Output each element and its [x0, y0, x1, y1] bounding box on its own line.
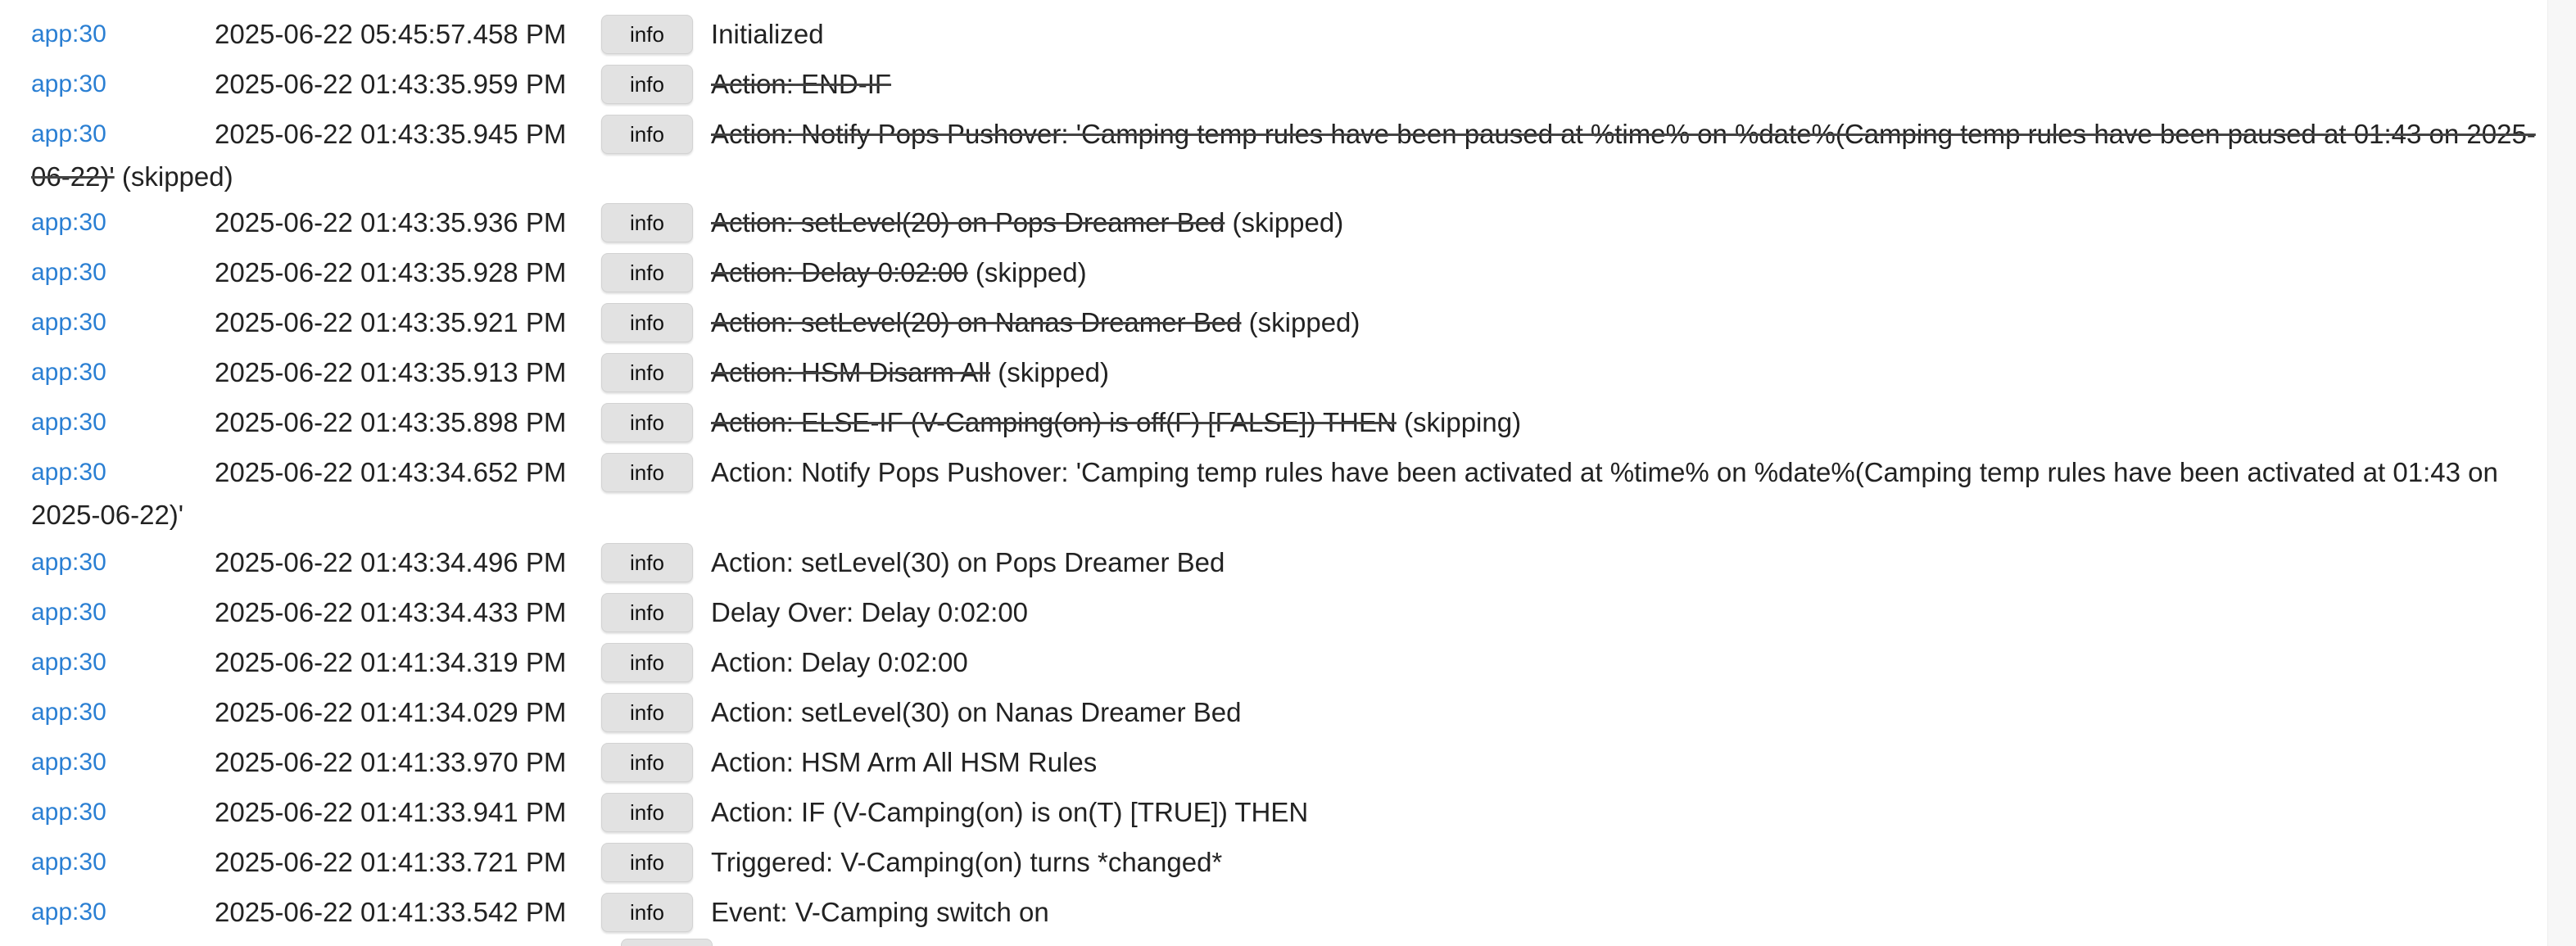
- level-badge[interactable]: info: [601, 15, 693, 54]
- log-timestamp: 2025-06-22 01:43:34.652 PM: [215, 457, 567, 487]
- log-status: (skipped): [975, 257, 1087, 287]
- log-timestamp: 2025-06-22 01:43:35.959 PM: [215, 69, 567, 99]
- log-entry: [31, 841, 2547, 884]
- log-status: (skipping): [1404, 407, 1522, 437]
- log-status: (skipped): [121, 161, 233, 192]
- level-badge[interactable]: info: [601, 593, 693, 632]
- app-link[interactable]: app:30: [31, 359, 106, 386]
- log-timestamp: 2025-06-22 01:41:33.542 PM: [215, 897, 567, 927]
- log-entry: [31, 641, 2547, 684]
- log-message: Action: IF (V-Camping(on) is on(T) [TRUE]) THEN: [711, 797, 1309, 827]
- app-link[interactable]: app:30: [31, 309, 106, 336]
- level-badge[interactable]: info: [601, 353, 693, 392]
- log-status: (skipped): [1232, 207, 1344, 238]
- app-link[interactable]: app:30: [31, 749, 106, 776]
- log-timestamp: 2025-06-22 05:45:57.458 PM: [215, 19, 567, 49]
- log-timestamp: 2025-06-22 01:43:35.898 PM: [215, 407, 567, 437]
- app-link[interactable]: app:30: [31, 799, 106, 826]
- log-message: Delay Over: Delay 0:02:00: [711, 597, 1029, 627]
- level-badge[interactable]: info: [601, 643, 693, 682]
- level-badge[interactable]: info: [601, 793, 693, 832]
- log-message: Event: V-Camping switch on: [711, 897, 1049, 927]
- log-message: Initialized: [711, 19, 824, 49]
- log-message: Action: Notify Pops Pushover: 'Camping temp rules have been paused at %time% on %date%(Camping temp rules have been paused at 01:43 on 2025-06-22)': [31, 119, 2536, 192]
- log-entry: [31, 591, 2547, 634]
- level-badge[interactable]: info: [601, 303, 693, 342]
- app-link[interactable]: app:30: [31, 209, 106, 236]
- app-link[interactable]: app:30: [31, 20, 106, 48]
- level-badge[interactable]: info: [601, 893, 693, 932]
- log-message: Action: Delay 0:02:00: [711, 647, 968, 677]
- app-link[interactable]: app:30: [31, 849, 106, 876]
- log-timestamp: 2025-06-22 01:43:35.945 PM: [215, 119, 567, 149]
- log-timestamp: 2025-06-22 01:41:34.319 PM: [215, 647, 567, 677]
- log-timestamp: 2025-06-22 01:41:33.970 PM: [215, 747, 567, 777]
- log-entry: [31, 741, 2547, 784]
- log-entry: [31, 351, 2547, 394]
- level-badge[interactable]: info: [601, 743, 693, 782]
- log-entry: [31, 113, 2547, 198]
- log-entry: [31, 791, 2547, 834]
- app-link[interactable]: app:30: [31, 898, 106, 926]
- log-entry: [31, 63, 2547, 106]
- log-entry: [31, 13, 2547, 56]
- app-link[interactable]: app:30: [31, 70, 106, 97]
- log-message: Action: Delay 0:02:00: [711, 257, 968, 287]
- log-timestamp: 2025-06-22 01:43:35.921 PM: [215, 307, 567, 337]
- level-badge[interactable]: info: [601, 403, 693, 442]
- log-status: (skipped): [998, 357, 1109, 387]
- log-entry: [31, 401, 2547, 444]
- log-timestamp: 2025-06-22 01:41:33.941 PM: [215, 797, 567, 827]
- log-message: Action: setLevel(20) on Nanas Dreamer Bed: [711, 307, 1242, 337]
- log-entry: [31, 541, 2547, 584]
- level-badge[interactable]: info: [601, 843, 693, 882]
- level-badge[interactable]: info: [601, 543, 693, 582]
- level-badge[interactable]: info: [601, 253, 693, 292]
- app-link[interactable]: app:30: [31, 649, 106, 676]
- app-link[interactable]: app:30: [31, 549, 106, 576]
- log-timestamp: 2025-06-22 01:41:33.721 PM: [215, 847, 567, 877]
- app-link[interactable]: app:30: [31, 699, 106, 726]
- level-badge[interactable]: info: [601, 115, 693, 154]
- log-message: Action: ELSE-IF (V-Camping(on) is off(F) [FALSE]) THEN: [711, 407, 1397, 437]
- log-entry: [31, 891, 2547, 934]
- log-entry: [31, 251, 2547, 294]
- log-message: Action: HSM Arm All HSM Rules: [711, 747, 1098, 777]
- scrollbar[interactable]: [2547, 0, 2576, 946]
- app-link[interactable]: app:30: [31, 259, 106, 286]
- log-message: Action: END-IF: [711, 69, 892, 99]
- log-timestamp: 2025-06-22 01:43:35.928 PM: [215, 257, 567, 287]
- log-message: Action: Notify Pops Pushover: 'Camping temp rules have been activated at %time% on %date%(Camping temp rules have been activated at 01:43 on 2025-06-22)': [31, 457, 2498, 530]
- app-link[interactable]: app:30: [31, 459, 106, 486]
- level-badge[interactable]: info: [601, 203, 693, 242]
- app-link[interactable]: app:30: [31, 409, 106, 436]
- log-message: Triggered: V-Camping(on) turns *changed*: [711, 847, 1223, 877]
- level-badge[interactable]: info: [601, 693, 693, 732]
- log-entry: [31, 201, 2547, 244]
- log-message: Action: setLevel(30) on Pops Dreamer Bed: [711, 547, 1225, 577]
- log-timestamp: 2025-06-22 01:43:34.496 PM: [215, 547, 567, 577]
- log-timestamp: 2025-06-22 01:43:35.913 PM: [215, 357, 567, 387]
- log-panel: [16, 0, 2547, 946]
- level-badge[interactable]: info: [601, 453, 693, 492]
- log-entry: [31, 451, 2547, 536]
- log-timestamp: 2025-06-22 01:41:34.029 PM: [215, 697, 567, 727]
- app-link[interactable]: app:30: [31, 599, 106, 626]
- log-entry: [31, 691, 2547, 734]
- log-timestamp: 2025-06-22 01:43:34.433 PM: [215, 597, 567, 627]
- log-message: Action: setLevel(20) on Pops Dreamer Bed: [711, 207, 1225, 238]
- log-entry: [31, 301, 2547, 344]
- log-message: Action: HSM Disarm All: [711, 357, 991, 387]
- app-link[interactable]: app:30: [31, 120, 106, 147]
- log-status: (skipped): [1248, 307, 1360, 337]
- next-entry-badge-partial: [621, 939, 713, 946]
- log-message: Action: setLevel(30) on Nanas Dreamer Bed: [711, 697, 1242, 727]
- log-timestamp: 2025-06-22 01:43:35.936 PM: [215, 207, 567, 238]
- level-badge[interactable]: info: [601, 65, 693, 104]
